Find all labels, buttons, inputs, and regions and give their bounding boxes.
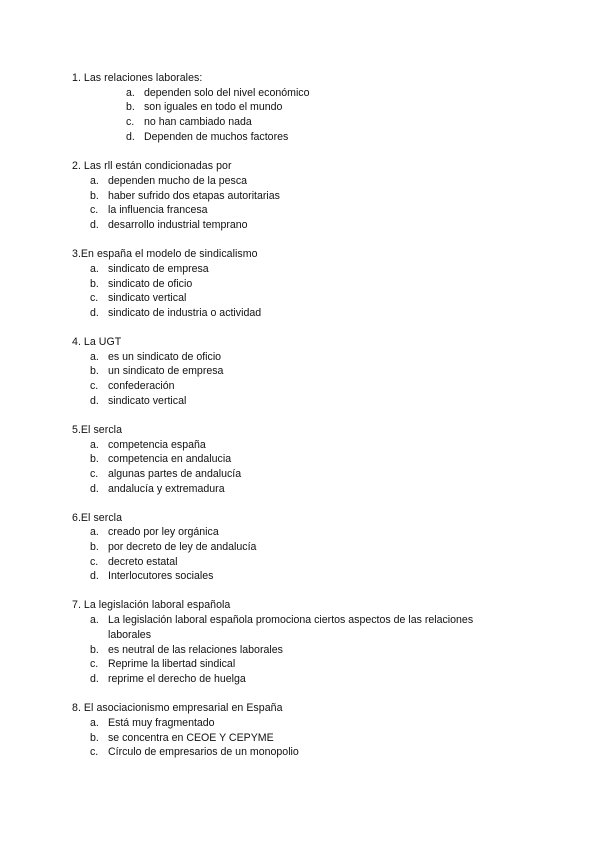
- question-5-option-b-letter: b.: [90, 453, 99, 465]
- question-3-option-d-letter: d.: [90, 307, 99, 319]
- question-1-option-c: no han cambiado nada: [144, 116, 252, 128]
- question-6-option-c: decreto estatal: [108, 556, 178, 568]
- question-7-option-d-letter: d.: [90, 673, 99, 685]
- question-3-option-c-letter: c.: [90, 292, 99, 304]
- question-4-option-c: confederación: [108, 380, 175, 392]
- question-1-option-d-letter: d.: [126, 131, 135, 143]
- question-7-option-a: La legislación laboral española promociona ciertos aspectos de las relaciones: [108, 614, 474, 626]
- question-8-option-b-letter: b.: [90, 732, 99, 744]
- question-5-option-c-letter: c.: [90, 468, 99, 480]
- question-8-option-c: Círculo de empresarios de un monopolio: [108, 746, 299, 758]
- question-1-option-a: dependen solo del nivel económico: [144, 87, 310, 99]
- question-7-option-d: reprime el derecho de huelga: [108, 673, 246, 685]
- question-2-option-c-letter: c.: [90, 204, 99, 216]
- question-6-option-d-letter: d.: [90, 570, 99, 582]
- question-2-option-b-letter: b.: [90, 190, 99, 202]
- question-4-option-d: sindicato vertical: [108, 395, 187, 407]
- question-8-title: 8. El asociacionismo empresarial en España: [72, 702, 283, 714]
- question-5-option-d: andalucía y extremadura: [108, 483, 225, 495]
- question-4-option-c-letter: c.: [90, 380, 99, 392]
- question-8-option-a: Está muy fragmentado: [108, 717, 215, 729]
- question-8-option-a-letter: a.: [90, 717, 99, 729]
- question-2-title: 2. Las rll están condicionadas por: [72, 160, 232, 172]
- question-7-option-c: Reprime la libertad sindical: [108, 658, 236, 670]
- question-7-option-b: es neutral de las relaciones laborales: [108, 644, 283, 656]
- question-4-option-a: es un sindicato de oficio: [108, 351, 222, 363]
- question-6-option-b-letter: b.: [90, 541, 99, 553]
- question-3-option-a: sindicato de empresa: [108, 263, 209, 275]
- question-2-option-a: dependen mucho de la pesca: [108, 175, 248, 187]
- question-6-option-a: creado por ley orgánica: [108, 526, 219, 538]
- question-1-option-b: son iguales en todo el mundo: [144, 101, 283, 113]
- question-8-option-c-letter: c.: [90, 746, 99, 758]
- question-2-option-c: la influencia francesa: [108, 204, 208, 216]
- question-2-option-d: desarrollo industrial temprano: [108, 219, 248, 231]
- question-5-option-a: competencia españa: [108, 439, 206, 451]
- question-2-option-b: haber sufrido dos etapas autoritarias: [108, 190, 280, 202]
- question-6-option-c-letter: c.: [90, 556, 99, 568]
- question-6-title: 6.El sercla: [72, 512, 123, 524]
- question-7-title: 7. La legislación laboral española: [72, 599, 231, 611]
- question-7-option-c-letter: c.: [90, 658, 99, 670]
- question-6-option-d: Interlocutores sociales: [108, 570, 214, 582]
- question-5-option-a-letter: a.: [90, 439, 99, 451]
- question-6-option-a-letter: a.: [90, 526, 99, 538]
- question-6-option-b: por decreto de ley de andalucía: [108, 541, 257, 553]
- question-1-option-b-letter: b.: [126, 101, 135, 113]
- question-1-option-c-letter: c.: [126, 116, 135, 128]
- question-5-option-c: algunas partes de andalucía: [108, 468, 242, 480]
- question-5-title: 5.El sercla: [72, 424, 123, 436]
- question-2-option-a-letter: a.: [90, 175, 99, 187]
- question-7-option-a-letter: a.: [90, 614, 99, 626]
- question-3-option-c: sindicato vertical: [108, 292, 187, 304]
- question-1-title: 1. Las relaciones laborales:: [72, 72, 203, 84]
- question-4-option-b-letter: b.: [90, 365, 99, 377]
- question-1-option-a-letter: a.: [126, 87, 135, 99]
- question-3-option-b: sindicato de oficio: [108, 278, 193, 290]
- question-4-title: 4. La UGT: [72, 336, 122, 348]
- question-8-option-b: se concentra en CEOE Y CEPYME: [108, 732, 274, 744]
- question-4-option-b: un sindicato de empresa: [108, 365, 224, 377]
- question-2-option-d-letter: d.: [90, 219, 99, 231]
- question-4-option-d-letter: d.: [90, 395, 99, 407]
- question-4-option-a-letter: a.: [90, 351, 99, 363]
- question-3-option-b-letter: b.: [90, 278, 99, 290]
- question-3-option-d: sindicato de industria o actividad: [108, 307, 262, 319]
- question-3-option-a-letter: a.: [90, 263, 99, 275]
- question-5-option-d-letter: d.: [90, 483, 99, 495]
- question-1-option-d: Dependen de muchos factores: [144, 131, 289, 143]
- question-5-option-b: competencia en andalucia: [108, 453, 232, 465]
- question-7-option-a-continuation: laborales: [108, 629, 151, 641]
- question-7-option-b-letter: b.: [90, 644, 99, 656]
- question-3-title: 3.En españa el modelo de sindicalismo: [72, 248, 258, 260]
